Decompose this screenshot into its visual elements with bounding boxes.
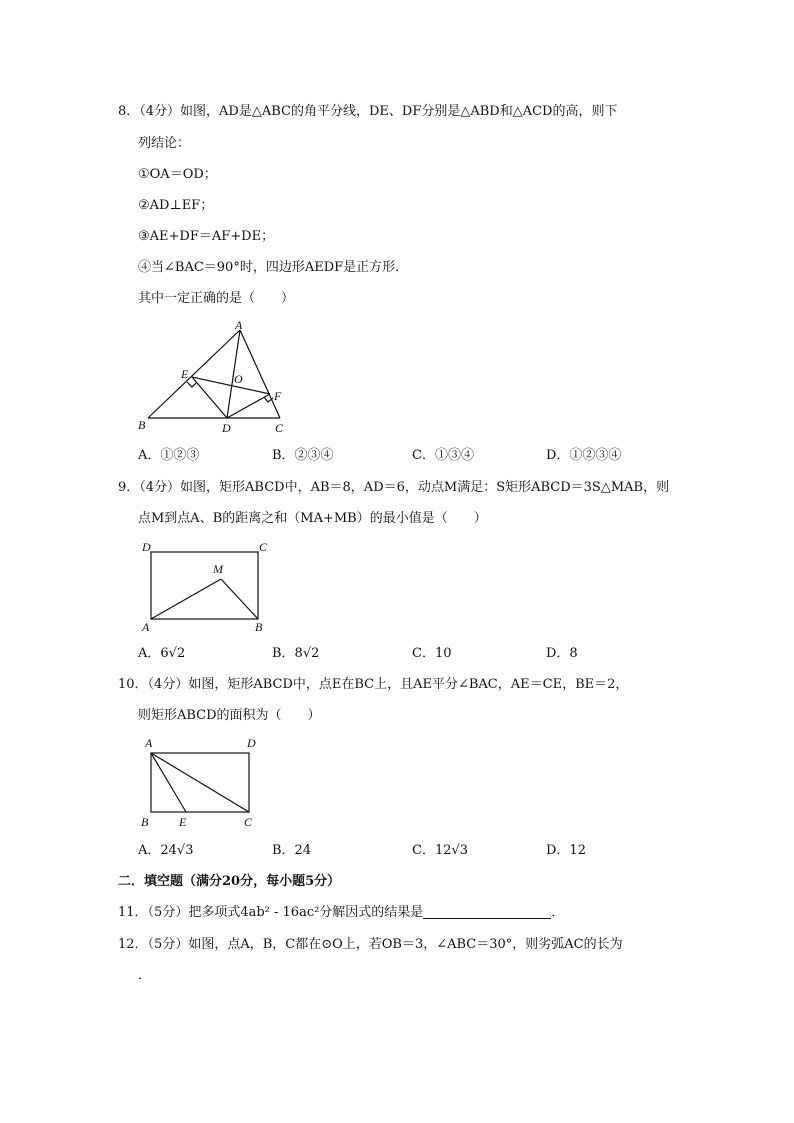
- q8-question: 其中一定正确的是（ ）: [138, 291, 295, 306]
- q10-option-b[interactable]: B．24: [272, 843, 312, 858]
- q12-stem-line2: ．: [138, 968, 152, 983]
- q10-label-d: D: [247, 736, 256, 750]
- q10-stem-line1: 10．（4分）如图，矩形ABCD中，点E在BC上，且AE平分∠BAC，AE＝CE，BE＝2，: [118, 677, 629, 692]
- q11-text: 11．（5分）把多项式4ab² - 16ac²分解因式的结果是: [118, 905, 424, 920]
- q8-label-a: A: [235, 318, 243, 332]
- q8-segment-df: [227, 394, 270, 418]
- q10-option-d[interactable]: D．12: [546, 843, 586, 858]
- q8-figure: [130, 316, 300, 438]
- q8-label-d: D: [222, 421, 231, 435]
- q8-conclusion-1: ①OA＝OD；: [138, 167, 217, 182]
- q8-option-d[interactable]: D．①②③④: [546, 448, 622, 463]
- q9-option-d[interactable]: D．8: [546, 646, 578, 661]
- q10-label-e: E: [179, 815, 187, 829]
- q10-option-c[interactable]: C．12√3: [412, 843, 469, 858]
- q9-rectangle-abcd: [151, 552, 258, 619]
- q10-option-a[interactable]: A．24√3: [138, 843, 194, 858]
- q9-stem-line1: 9．（4分）如图，矩形ABCD中，AB＝8，AD＝6，动点M满足：S矩形ABCD＝3S△MAB，则: [118, 480, 670, 495]
- q8-label-f: F: [274, 389, 282, 403]
- q10-segment-ae: [151, 753, 186, 812]
- q8-stem-line2: 列结论：: [138, 136, 191, 151]
- q9-label-a: A: [142, 620, 150, 634]
- q8-side-ab: [148, 330, 240, 418]
- q9-stem-line2: 点M到点A、B的距离之和（MA+MB）的最小值是（ ）: [138, 511, 487, 526]
- q8-conclusion-3: ③AE+DF＝AF+DE；: [138, 229, 275, 244]
- q9-option-c[interactable]: C．10: [412, 646, 452, 661]
- q8-right-angle-f: [264, 397, 273, 402]
- q8-conclusion-2: ②AD⊥EF；: [138, 198, 214, 213]
- q10-figure: [135, 733, 275, 833]
- q8-right-angle-e: [187, 382, 197, 387]
- q8-conclusion-4: ④当∠BAC＝90°时，四边形AEDF是正方形．: [138, 260, 409, 275]
- q8-stem-line1: 8．（4分）如图，AD是△ABC的角平分线，DE、DF分别是△ABD和△ACD的高，则下: [118, 104, 618, 119]
- q9-segment-mb: [221, 579, 258, 619]
- q9-label-b: B: [255, 620, 263, 634]
- q12-stem-line1: 12．（5分）如图，点A，B，C都在⊙O上，若OB＝3，∠ABC＝30°，则劣弧AC的长为: [118, 937, 623, 952]
- q8-side-ac: [240, 330, 280, 418]
- q11-end: ．: [551, 905, 565, 920]
- q8-label-c: C: [275, 421, 284, 435]
- q10-diagonal-ac: [151, 753, 249, 812]
- q8-option-c[interactable]: C．①③④: [412, 448, 474, 463]
- q8-option-a[interactable]: A．①②③: [138, 448, 200, 463]
- q9-label-m: M: [213, 562, 223, 576]
- q10-label-c: C: [244, 815, 253, 829]
- q8-label-o: O: [234, 372, 243, 386]
- q11-stem: [118, 904, 564, 922]
- q9-option-a[interactable]: A．6√2: [138, 646, 186, 661]
- q10-label-a: A: [145, 736, 153, 750]
- q8-label-b: B: [138, 418, 146, 432]
- q9-option-b[interactable]: B．8√2: [272, 646, 320, 661]
- q8-label-e: E: [181, 367, 189, 381]
- q9-segment-ma: [151, 579, 221, 619]
- q11-answer-blank[interactable]: [423, 904, 551, 919]
- section-heading: 二．填空题（满分20分，每小题5分）: [118, 874, 341, 889]
- q10-label-b: B: [141, 815, 149, 829]
- q9-figure: [135, 537, 285, 637]
- q9-label-d: D: [142, 540, 151, 554]
- q10-stem-line2: 则矩形ABCD的面积为（ ）: [138, 708, 321, 723]
- q9-label-c: C: [259, 540, 268, 554]
- q8-option-b[interactable]: B．②③④: [272, 448, 334, 463]
